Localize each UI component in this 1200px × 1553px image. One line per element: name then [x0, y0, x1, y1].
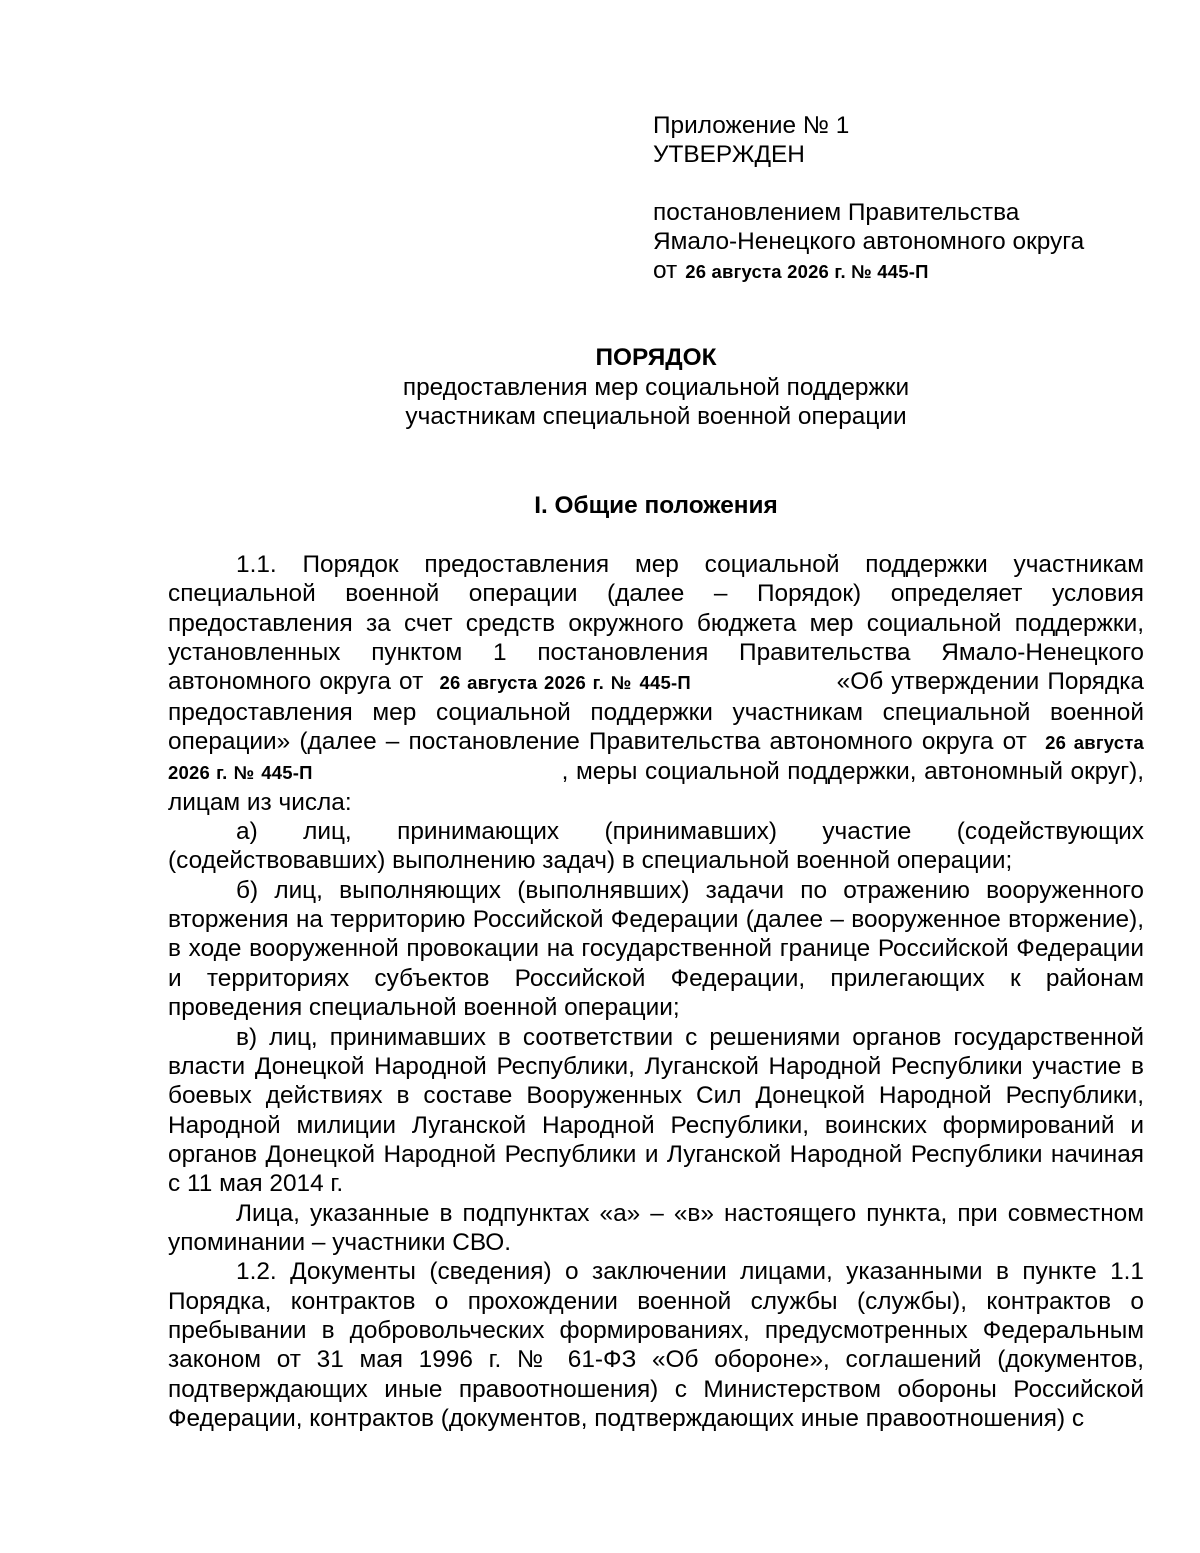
document-body [168, 550, 1144, 1433]
paragraph-1-1 [168, 550, 1144, 817]
region-name: Ямало-Ненецкого автономного округа [653, 228, 1085, 255]
approved-label: УТВЕРЖДЕН [653, 141, 805, 168]
date-prefix: от [653, 257, 678, 284]
paragraph-1-1-part-a: 1.1. Порядок предоставления мер социальной поддержки участникам специальной военной операции (далее – Порядок) определяет условия предоставления за счет средств окружного бюджета мер социальной поддержки, установленных пунктом 1 постановления Правительства Ямало-Ненецкого автономного округа от [168, 551, 1144, 696]
resolution-date: 26 августа 2026 г. № 445-П [685, 261, 929, 282]
stamp-spacer [653, 169, 1193, 198]
paragraph-1-1-part-b: «Об утверждении Порядка предоставления мер социальной поддержки участникам специальной военной операции» (далее – постановление Правительства автономного округа от [168, 668, 1144, 756]
paragraph-1-1-part-c: , меры социальной поддержки, автономный округ), лицам из числа: [168, 758, 1145, 816]
appendix-number: Приложение № 1 [653, 112, 850, 139]
paragraph-1-2: 1.2. Документы (сведения) о заключении лицами, указанными в пункте 1.1 Порядка, контрактов о прохождении военной службы (службы), контрактов о пребывании в добровольческих формированиях, предусмотренных Федеральным законом от 31 мая 1996 г. № 61-ФЗ «Об обороне», соглашений (документов, подтверждающих иные правоотношения) с Министерством обороны Российской Федерации, контрактов (документов, подтверждающих иные правоотношения) с [168, 1258, 1144, 1432]
inline-date-1: 26 августа 2026 г. № 445-П [439, 672, 691, 694]
section-heading: I. Общие положения [534, 492, 778, 519]
document-subtitle-line-1: предоставления мер социальной поддержки [402, 373, 910, 401]
inline-date-2: 26 августа 2026 г. № 445-П [168, 732, 1144, 784]
document-title-block [168, 343, 1144, 432]
approval-stamp [653, 111, 1193, 286]
paragraph-participants: Лица, указанные в подпунктах «а» – «в» настоящего пункта, при совместном упоминании – участники СВО. [168, 1199, 1144, 1256]
subparagraph-a: а) лиц, принимающих (принимавших) участие (содействующих (содействовавших) выполнению задач) в специальной военной операции; [168, 818, 1144, 875]
resolution-date-line [653, 256, 1193, 286]
subparagraph-b: б) лиц, выполняющих (выполнявших) задачи по отражению вооруженного вторжения на территорию Российской Федерации (далее – вооруженное вторжение), в ходе вооруженной провокации на государственной границе Российской Федерации и территориях субъектов Российской Федерации, прилегающих к районам проведения специальной военной операции; [168, 876, 1144, 1022]
subparagraph-c: в) лиц, принимавших в соответствии с решениями органов государственной власти Донецкой Народной Республики, Луганской Народной Республики участие в боевых действиях в составе Вооруженных Сил Донецкой Народной Республики, Народной милиции Луганской Народной Республики, воинских формирований и органов Донецкой Народной Республики и Луганской Народной Республики начиная с 11 мая 2014 г. [168, 1023, 1144, 1198]
resolution-label: постановлением Правительства [653, 199, 1020, 226]
document-subtitle-line-2: участникам специальной военной операции [405, 403, 907, 430]
document-title: ПОРЯДОК [595, 344, 717, 371]
